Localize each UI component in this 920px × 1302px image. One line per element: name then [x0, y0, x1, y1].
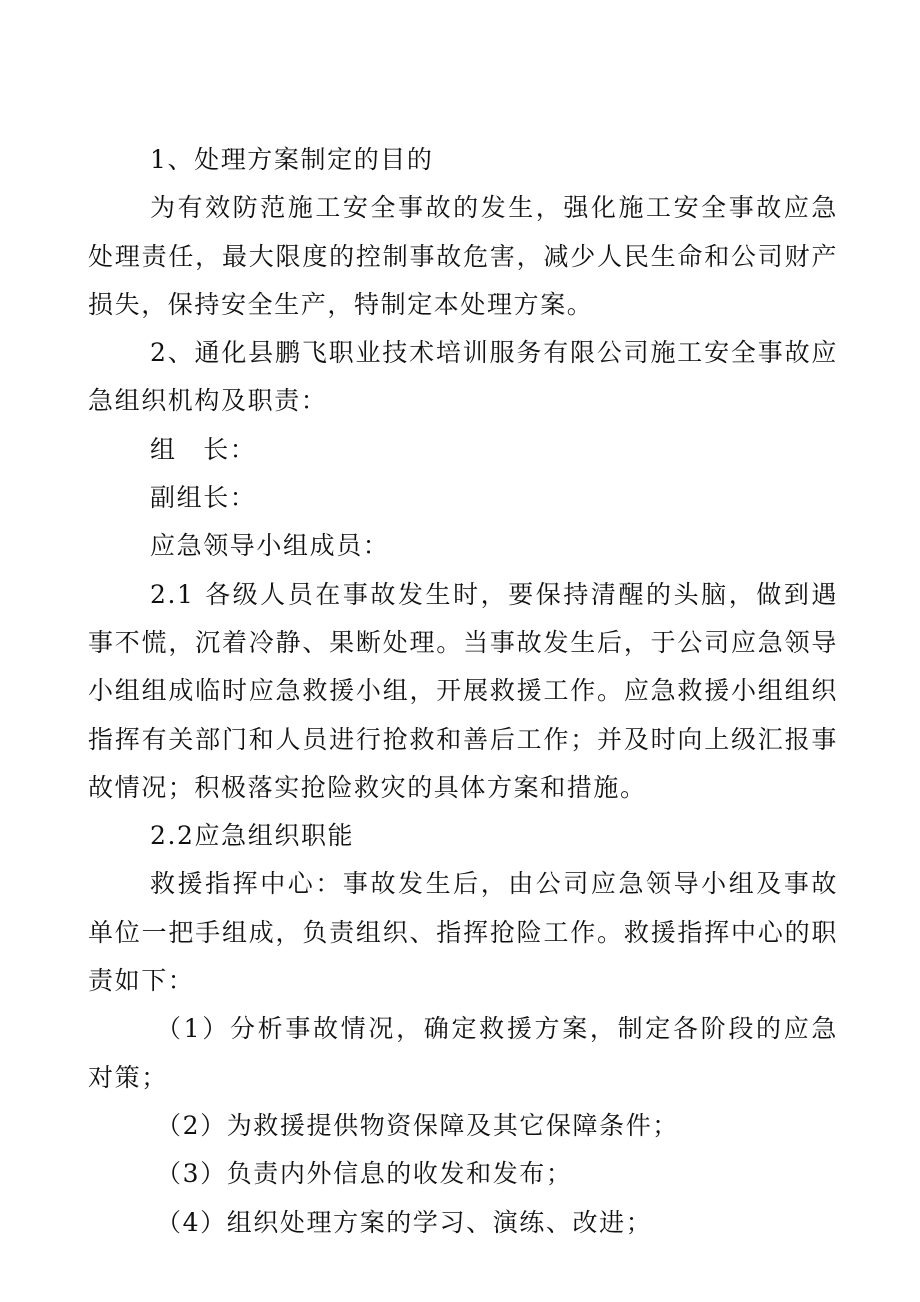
duty-item: （4）组织处理方案的学习、演练、改进； [156, 1207, 653, 1237]
duty-item: （2）为救援提供物资保障及其它保障条件； [156, 1110, 679, 1140]
section-heading-purpose: 1、处理方案制定的目的 [150, 145, 434, 174]
paragraph-purpose: 为有效防范施工安全事故的发生，强化施工安全事故应急处理责任，最大限度的控制事故危害，减少人民生命和公司财产损失，保持安全生产，特制定本处理方案。 [88, 193, 838, 319]
deputy-leader-line: 副组长： [150, 483, 257, 513]
paragraph-2-1: 2.1 各级人员在事故发生时，要保持清醒的头脑，做到遇事不慌，沉着冷静、果断处理。当事故发生后，于公司应急领导小组组成临时应急救援小组，开展救援工作。应急救援小组组织指挥有关部门和人员进行抢救和善后工作；并及时向上级汇报事故情况；积极落实抢险救灾的具体方案和措施。 [88, 579, 838, 802]
section-heading-organization: 2、通化县鹏飞职业技术培训服务有限公司施工安全事故应急组织机构及职责： [88, 338, 838, 416]
leader-line: 组 长： [150, 434, 257, 464]
paragraph-command-center: 救援指挥中心：事故发生后，由公司应急领导小组及事故单位一把手组成，负责组织、指挥抢险工作。救援指挥中心的职责如下： [88, 869, 838, 996]
duty-item: （1）分析事故情况，确定救援方案，制定各阶段的应急对策； [88, 1014, 838, 1092]
duty-item: （3）负责内外信息的收发和发布； [156, 1159, 573, 1189]
document-body [88, 136, 838, 1247]
members-line: 应急领导小组成员： [150, 531, 390, 561]
section-heading-2-2: 2.2应急组织职能 [150, 821, 355, 851]
